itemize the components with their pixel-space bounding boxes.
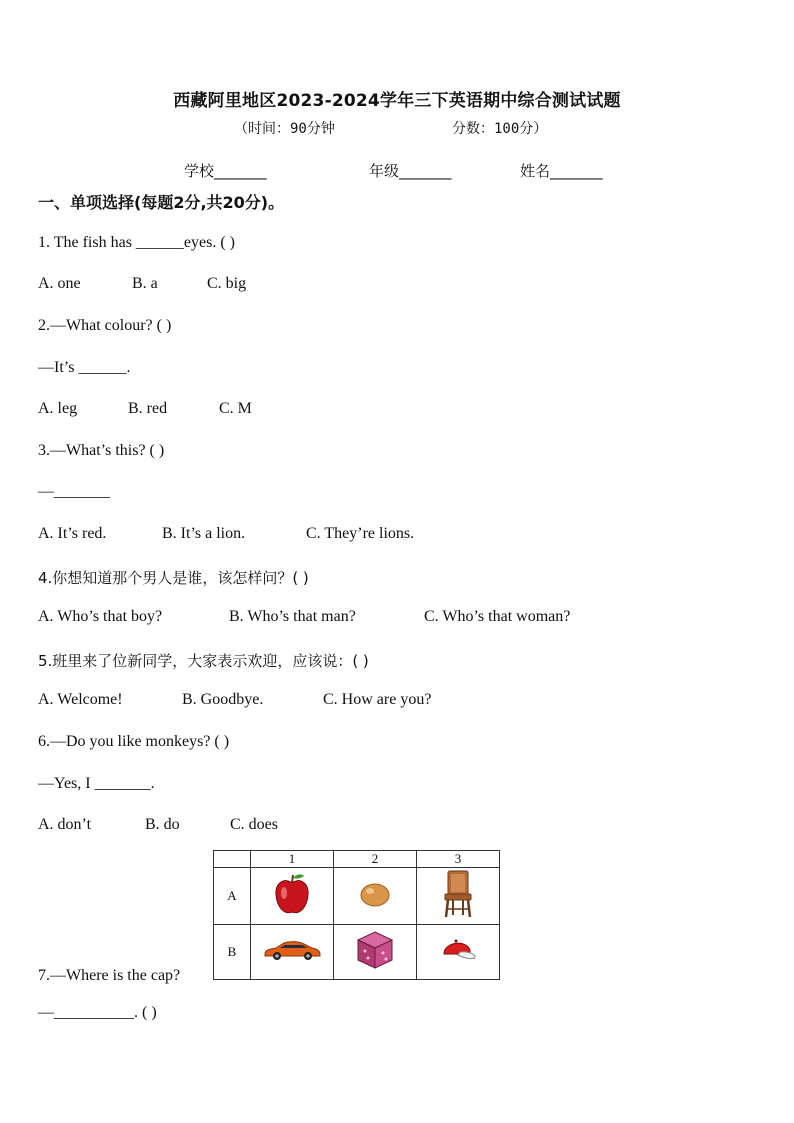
gift-box-cell bbox=[334, 925, 417, 980]
grade-field[interactable]: 年级_______ bbox=[369, 162, 452, 180]
exam-score: 分数：100分） bbox=[452, 121, 548, 137]
q5-option-c[interactable]: C. How are you? bbox=[323, 691, 432, 708]
name-field[interactable]: 姓名_______ bbox=[520, 162, 603, 180]
column-header: 1 bbox=[251, 851, 334, 868]
question-7-stem: 7.—Where is the cap? bbox=[38, 967, 181, 984]
table-corner bbox=[214, 851, 251, 868]
school-field[interactable]: 学校_______ bbox=[184, 162, 267, 180]
apple-icon bbox=[272, 871, 312, 917]
column-header: 3 bbox=[417, 851, 500, 868]
car-cell bbox=[251, 925, 334, 980]
q4-option-a[interactable]: A. Who’s that boy? bbox=[38, 608, 163, 625]
question-5-stem: 5.班里来了位新同学，大家表示欢迎，应该说：( ) bbox=[38, 652, 369, 670]
question-2-response: —It’s ______. bbox=[38, 359, 131, 376]
row-label: B bbox=[214, 925, 251, 980]
q1-option-b[interactable]: B. a bbox=[132, 275, 158, 292]
q6-option-a[interactable]: A. don’t bbox=[38, 816, 92, 833]
q3-option-c[interactable]: C. They’re lions. bbox=[306, 525, 415, 542]
apple-cell bbox=[251, 868, 334, 925]
q2-option-c[interactable]: C. M bbox=[219, 400, 252, 417]
column-header: 2 bbox=[334, 851, 417, 868]
q2-option-a[interactable]: A. leg bbox=[38, 400, 78, 417]
question-7-response: —__________. ( ) bbox=[38, 1004, 157, 1021]
question-2-stem: 2.—What colour? ( ) bbox=[38, 317, 172, 334]
gift-box-icon bbox=[355, 929, 395, 971]
cap-cell bbox=[417, 925, 500, 980]
q5-option-a[interactable]: A. Welcome! bbox=[38, 691, 123, 708]
question-3-response: —_______ bbox=[38, 483, 110, 500]
question-6-stem: 6.—Do you like monkeys? ( ) bbox=[38, 733, 230, 750]
question-4-stem: 4.你想知道那个男人是谁，该怎样问？( ) bbox=[38, 569, 309, 587]
q5-option-b[interactable]: B. Goodbye. bbox=[182, 691, 264, 708]
page-title: 西藏阿里地区2023-2024学年三下英语期中综合测试试题 bbox=[173, 91, 621, 111]
section-heading: 一、单项选择(每题2分,共20分)。 bbox=[38, 193, 285, 212]
q4-option-b[interactable]: B. Who’s that man? bbox=[229, 608, 356, 625]
question-3-stem: 3.—What’s this? ( ) bbox=[38, 442, 165, 459]
egg-cell bbox=[334, 868, 417, 925]
q1-option-c[interactable]: C. big bbox=[207, 275, 247, 292]
car-icon bbox=[262, 938, 322, 962]
q6-option-b[interactable]: B. do bbox=[145, 816, 180, 833]
picture-table bbox=[213, 850, 500, 980]
question-1-stem: 1. The fish has ______eyes. ( ) bbox=[38, 234, 235, 251]
q2-option-b[interactable]: B. red bbox=[128, 400, 168, 417]
row-label: A bbox=[214, 868, 251, 925]
chair-icon bbox=[442, 869, 474, 919]
q3-option-a[interactable]: A. It’s red. bbox=[38, 525, 107, 542]
q6-option-c[interactable]: C. does bbox=[230, 816, 278, 833]
chair-cell bbox=[417, 868, 500, 925]
egg-icon bbox=[358, 879, 392, 909]
question-6-response: —Yes, I _______. bbox=[38, 775, 155, 792]
exam-time: （时间：90分钟 bbox=[234, 121, 335, 137]
q1-option-a[interactable]: A. one bbox=[38, 275, 81, 292]
cap-icon bbox=[438, 936, 478, 964]
q4-option-c[interactable]: C. Who’s that woman? bbox=[424, 608, 571, 625]
q3-option-b[interactable]: B. It’s a lion. bbox=[162, 525, 246, 542]
